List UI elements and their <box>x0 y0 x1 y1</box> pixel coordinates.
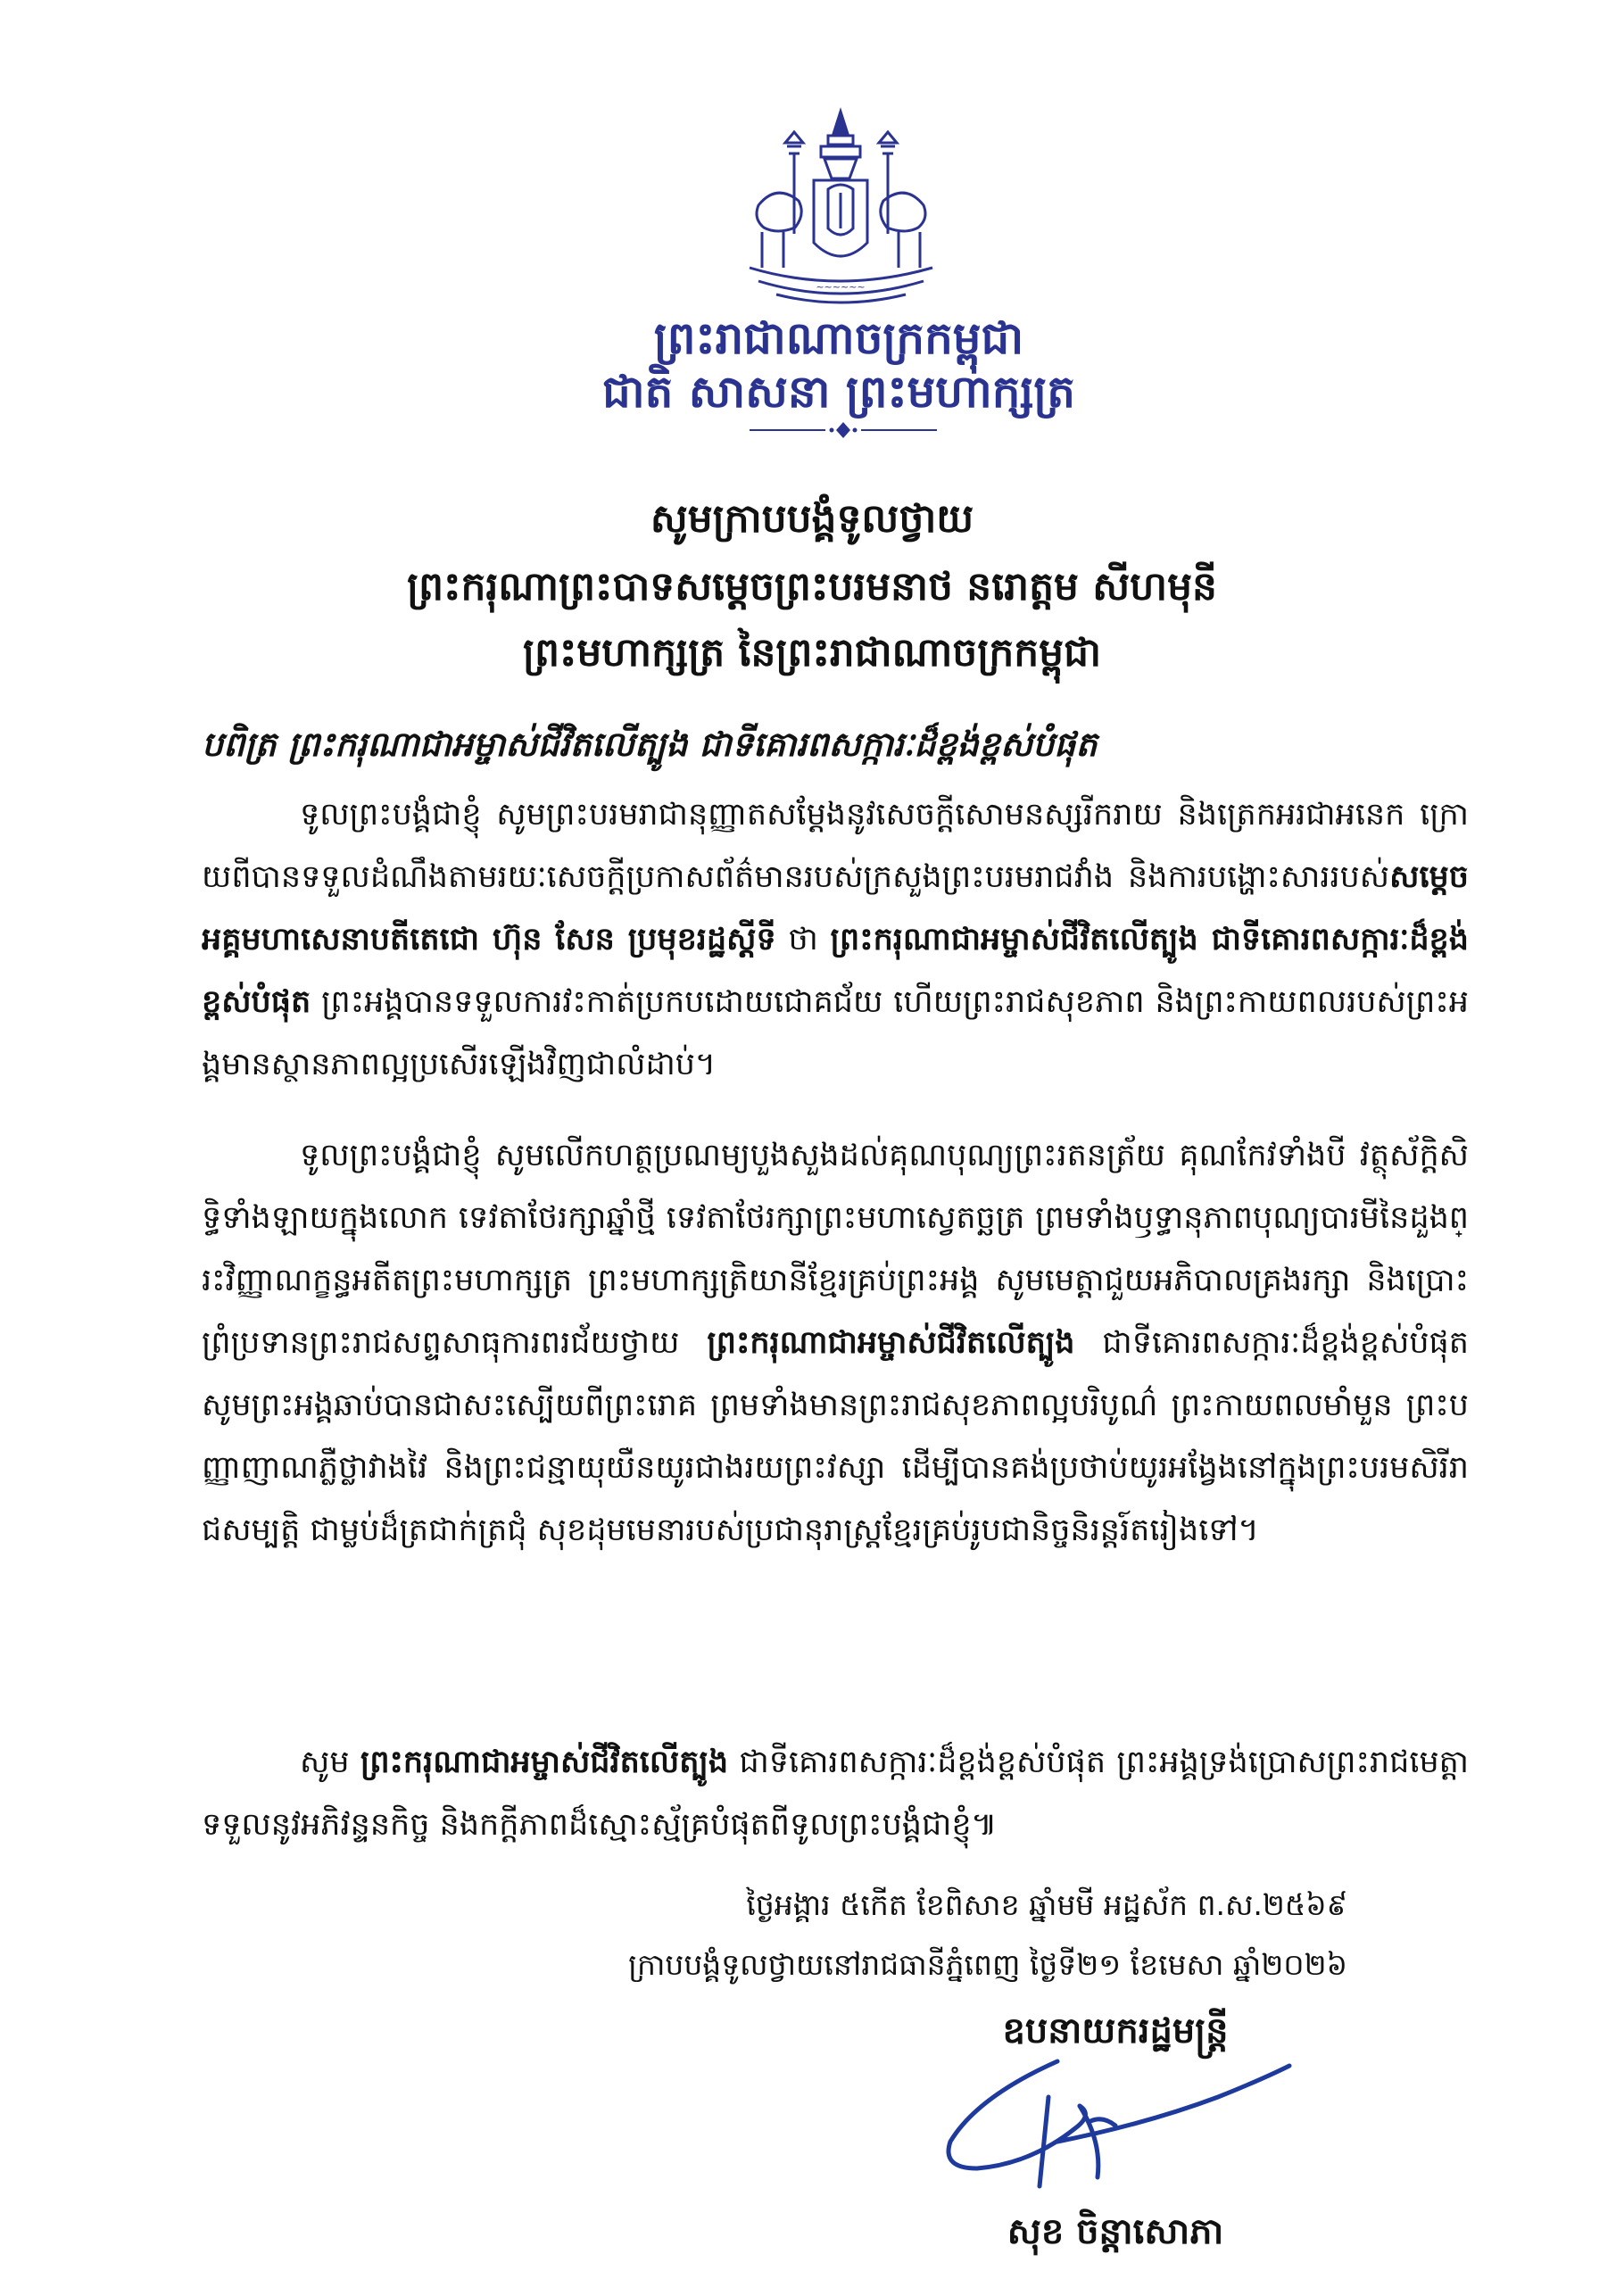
paragraph-3 <box>202 1731 1469 1865</box>
signer-name: សុខ ចិន្តាសោភា <box>1007 2211 1224 2252</box>
paragraph-1-bold-1: សម្តេចអគ្គមហាសេនាបតីតេជោ ហ៊ុន សែន ប្រមុខរដ្ឋស្តីទី <box>202 859 1469 957</box>
svg-text:~~~~~~: ~~~~~~ <box>816 281 866 293</box>
paragraph-1-text-1: ទូលព្រះបង្គំជាខ្ញុំ សូមព្រះបរមរាជានុញ្ញាតសម្តែងនូវសេចក្តីសោមនស្សរីករាយ និងត្រេកអរជាអនេក ក្រោយពីបានទទួលដំណឹងតាមរយៈសេចក្តីប្រកាសព័ត៌មានរបស់ក្រសួងព្រះបរមរាជវាំង និងការបង្ហោះសាររបស់ <box>202 797 1469 895</box>
kingdom-name: ព្រះរាជាណាចក្រកម្ពុជា <box>653 312 1024 364</box>
paragraph-3-text-1: សូម <box>300 1745 360 1780</box>
signer-title: ឧបនាយករដ្ឋមន្ត្រី <box>1002 2010 1229 2051</box>
salutation-line: សូមក្រាបបង្គំទូលថ្វាយ <box>650 496 974 542</box>
paragraph-1-bold-2: ព្រះករុណាជាអម្ចាស់ជីវិតលើត្បូង ជាទីគោរពសក្ការៈដ៏ខ្ពង់ខ្ពស់បំផុត <box>202 922 1469 1020</box>
national-motto: ជាតិ សាសនា ព្រះមហាក្សត្រ <box>602 366 1075 418</box>
addressee-line: ព្រះករុណាព្រះបាទសម្តេចព្រះបរមនាថ នរោត្តម សីហមុនី <box>407 564 1217 609</box>
paragraph-2-text-2: ជាទីគោរពសក្ការៈដ៏ខ្ពង់ខ្ពស់បំផុត សូមព្រះអង្គឆាប់បានជាសះស្បើយពីព្រះរោគ ព្រមទាំងមានព្រះរាជសុខភាពល្អបរិបូណ៌ ព្រះកាយពលមាំមួន ព្រះបញ្ញាញាណភ្លឺថ្លាវាងវៃ និងព្រះជន្មាយុយឺនយូរជាងរយព្រះវស្សា ដើម្បីបានគង់ប្រថាប់យូរអង្វែងនៅក្នុងព្រះបរមសិរីរាជសម្បត្តិ ជាម្លប់ដ៏ត្រជាក់ត្រជុំ សុខដុមមេនារបស់ប្រជានុរាស្ត្រខ្មែរគ្រប់រូបជានិច្ចនិរន្តរ៍តរៀងទៅ។ <box>202 1325 1469 1548</box>
paragraph-2-bold-1: ព្រះករុណាជាអម្ចាស់ជីវិតលើត្បូង <box>707 1325 1075 1361</box>
lunar-date-line: ថ្ងៃអង្គារ ៥កើត ខែពិសាខ ឆ្នាំមមី អដ្ឋស័ក ព.ស.២៥៦៩ <box>746 1887 1347 1922</box>
paragraph-2 <box>202 1124 1469 1704</box>
solar-date-line: ក្រាបបង្គំទូលថ្វាយនៅរាជធានីភ្នំពេញ ថ្ងៃទី២១ ខែមេសា ឆ្នាំ២០២៦ <box>628 1947 1347 1982</box>
paragraph-3-bold-1: ព្រះករុណាជាអម្ចាស់ជីវិតលើត្បូង <box>360 1745 729 1780</box>
paragraph-1-text-3: ព្រះអង្គបានទទួលការវះកាត់ប្រកបដោយជោគជ័យ ហើយព្រះរាជសុខភាព និងព្រះកាយពលរបស់ព្រះអង្គមានស្ថានភាពល្អប្រសើរឡើងវិញជាលំដាប់។ <box>202 984 1469 1082</box>
paragraph-1 <box>202 783 1469 1105</box>
ornament-divider-icon <box>750 419 937 441</box>
handwritten-signature <box>924 2043 1307 2195</box>
letter-subject: បពិត្រ ព្រះករុណាជាអម្ចាស់ជីវិតលើត្បូង ជាទីគោរពសក្ការៈដ៏ខ្ពង់ខ្ពស់បំផុត <box>202 725 1098 764</box>
paragraph-1-text-2: ថា <box>775 922 831 957</box>
paragraph-3-text-2: ជាទីគោរពសក្ការៈដ៏ខ្ពង់ខ្ពស់បំផុត ព្រះអង្គទ្រង់ប្រោសព្រះរាជមេត្តាទទួលនូវអភិវន្ទនកិច្ច និងកក្តីភាពដ៏ស្មោះស្ម័គ្របំផុតពីទូលព្រះបង្គំជាខ្ញុំ៕ <box>202 1745 1469 1843</box>
paragraph-2-text-1: ទូលព្រះបង្គំជាខ្ញុំ សូមលើកហត្ថប្រណម្យបួងសួងដល់គុណបុណ្យព្រះរតនត្រ័យ គុណកែវទាំងបី វត្ថុស័ក្តិសិទ្ធិទាំងឡាយក្នុងលោក ទេវតាថែរក្សាឆ្នាំថ្មី ទេវតាថែរក្សាព្រះមហាស្វេតច្ឆត្រ ព្រមទាំងឫទ្ធានុភាពបុណ្យបារមីនៃដួងព្រះវិញ្ញាណក្ខន្ធអតីតព្រះមហាក្សត្រ ព្រះមហាក្សត្រិយានីខ្មែរគ្រប់ព្រះអង្គ សូមមេត្តាជួយអភិបាលគ្រងរក្សា និងប្រោះព្រំប្រទានព្រះរាជសព្ទសាធុការពរជ័យថ្វាយ <box>202 1138 1469 1361</box>
addressee-title-line: ព្រះមហាក្សត្រ នៃព្រះរាជាណាចក្រកម្ពុជា <box>522 630 1102 676</box>
royal-emblem-icon <box>732 107 950 312</box>
